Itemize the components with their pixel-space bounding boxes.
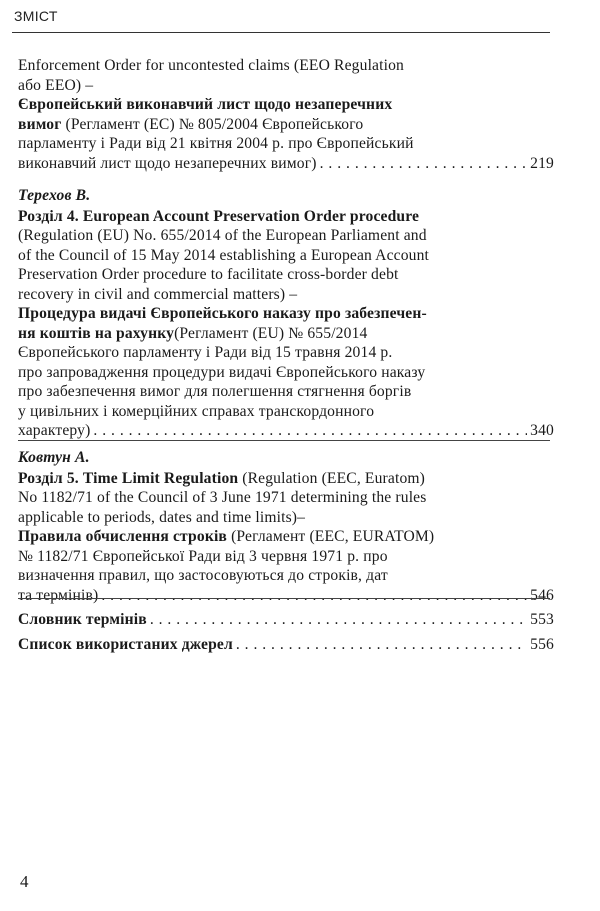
toc-line: № 1182/71 Європейської Ради від 3 червня 1971 р. про <box>18 547 388 565</box>
toc-text-run: (Регламент (ЕЕС, EURATOM) <box>227 528 435 545</box>
toc-line: applicable to periods, dates and time limits)– <box>18 508 306 526</box>
page-number: 340 <box>530 422 554 439</box>
author-name: Терехов В. <box>18 187 91 204</box>
page-footer-number: 4 <box>20 872 29 891</box>
toc-entry[interactable] <box>18 186 554 441</box>
section-divider <box>18 598 550 599</box>
toc-line <box>18 207 554 227</box>
toc-line: Європейський виконавчий лист щодо незаперечних <box>18 96 393 113</box>
dot-leader <box>236 635 527 655</box>
toc-line: у цивільних і комерційних справах транскордонного <box>18 402 375 420</box>
toc-bold-run: Правила обчислення строків <box>18 528 228 545</box>
toc-entry-sources[interactable] <box>18 635 554 655</box>
toc-line <box>18 469 554 489</box>
toc-text-run: (Регламент (EU) № 655/2014 <box>174 324 368 342</box>
toc-line: Європейського парламенту і Ради від 15 травня 2014 р. <box>18 344 393 361</box>
page-number: 553 <box>530 611 554 628</box>
toc-entry[interactable] <box>18 448 554 605</box>
dot-leader <box>93 421 527 441</box>
toc-line <box>18 527 554 547</box>
toc-line-text: характеру) <box>18 422 91 439</box>
toc-line: (Regulation (EU) No. 655/2014 of the European Parliament and <box>18 227 427 244</box>
toc-line <box>18 115 554 135</box>
toc-line-text: Список використаних джерел <box>18 635 233 653</box>
toc-bold-run: ня коштів на рахунку <box>18 324 175 342</box>
toc-entry[interactable] <box>18 56 554 173</box>
toc-line: про запровадження процедури видачі Європейського наказу <box>18 363 426 381</box>
page-number: 219 <box>530 154 554 172</box>
toc-bold-run: Розділ 4. European Account Preservation Order procedure <box>18 207 420 225</box>
toc-line: або EEO) – <box>18 76 94 94</box>
toc-line: recovery in civil and commercial matters) – <box>18 285 298 303</box>
toc-line: парламенту і Ради від 21 квітня 2004 р. про Європейський <box>18 135 414 152</box>
toc-line-with-page <box>18 154 554 174</box>
toc-line-text: виконавчий лист щодо незаперечних вимог) <box>18 154 317 172</box>
dot-leader <box>150 610 527 630</box>
toc-line: про забезпечення вимог для полегшення стягнення боргів <box>18 383 412 400</box>
toc-line-text: та термінів) <box>18 586 99 604</box>
toc-entry-glossary[interactable] <box>18 610 554 630</box>
toc-bold-run: вимог <box>18 115 62 133</box>
toc-line-with-page <box>18 586 554 606</box>
toc-line: визначення правил, що застосовуються до строків, дат <box>18 567 388 584</box>
toc-line: Процедура видачі Європейського наказу про забезпечен- <box>18 305 427 322</box>
toc-line-with-page <box>18 421 554 441</box>
section-header: ЗМІСТ <box>14 8 58 24</box>
toc-text-run: (Regulation (EEC, Euratom) <box>238 469 426 487</box>
dot-leader <box>320 154 528 174</box>
header-rule <box>12 32 550 33</box>
toc-line <box>18 324 554 344</box>
section-divider <box>18 440 550 441</box>
toc-line-text: Словник термінів <box>18 611 147 628</box>
toc-bold-run: Розділ 5. Time Limit Regulation <box>18 469 239 487</box>
dot-leader <box>101 586 527 606</box>
toc-text-run: (Регламент (ЕС) № 805/2004 Європейського <box>61 115 364 133</box>
author-name: Ковтун А. <box>18 449 90 466</box>
toc-line: of the Council of 15 May 2014 establishing a European Account <box>18 246 430 264</box>
page-number: 556 <box>530 635 554 653</box>
toc-line: Enforcement Order for uncontested claims (EEO Regulation <box>18 57 404 74</box>
toc-line: Preservation Order procedure to facilitate cross-border debt <box>18 266 399 283</box>
page-number: 546 <box>530 586 554 604</box>
toc-appendix <box>18 610 554 654</box>
toc-line: No 1182/71 of the Council of 3 June 1971 determining the rules <box>18 489 427 506</box>
